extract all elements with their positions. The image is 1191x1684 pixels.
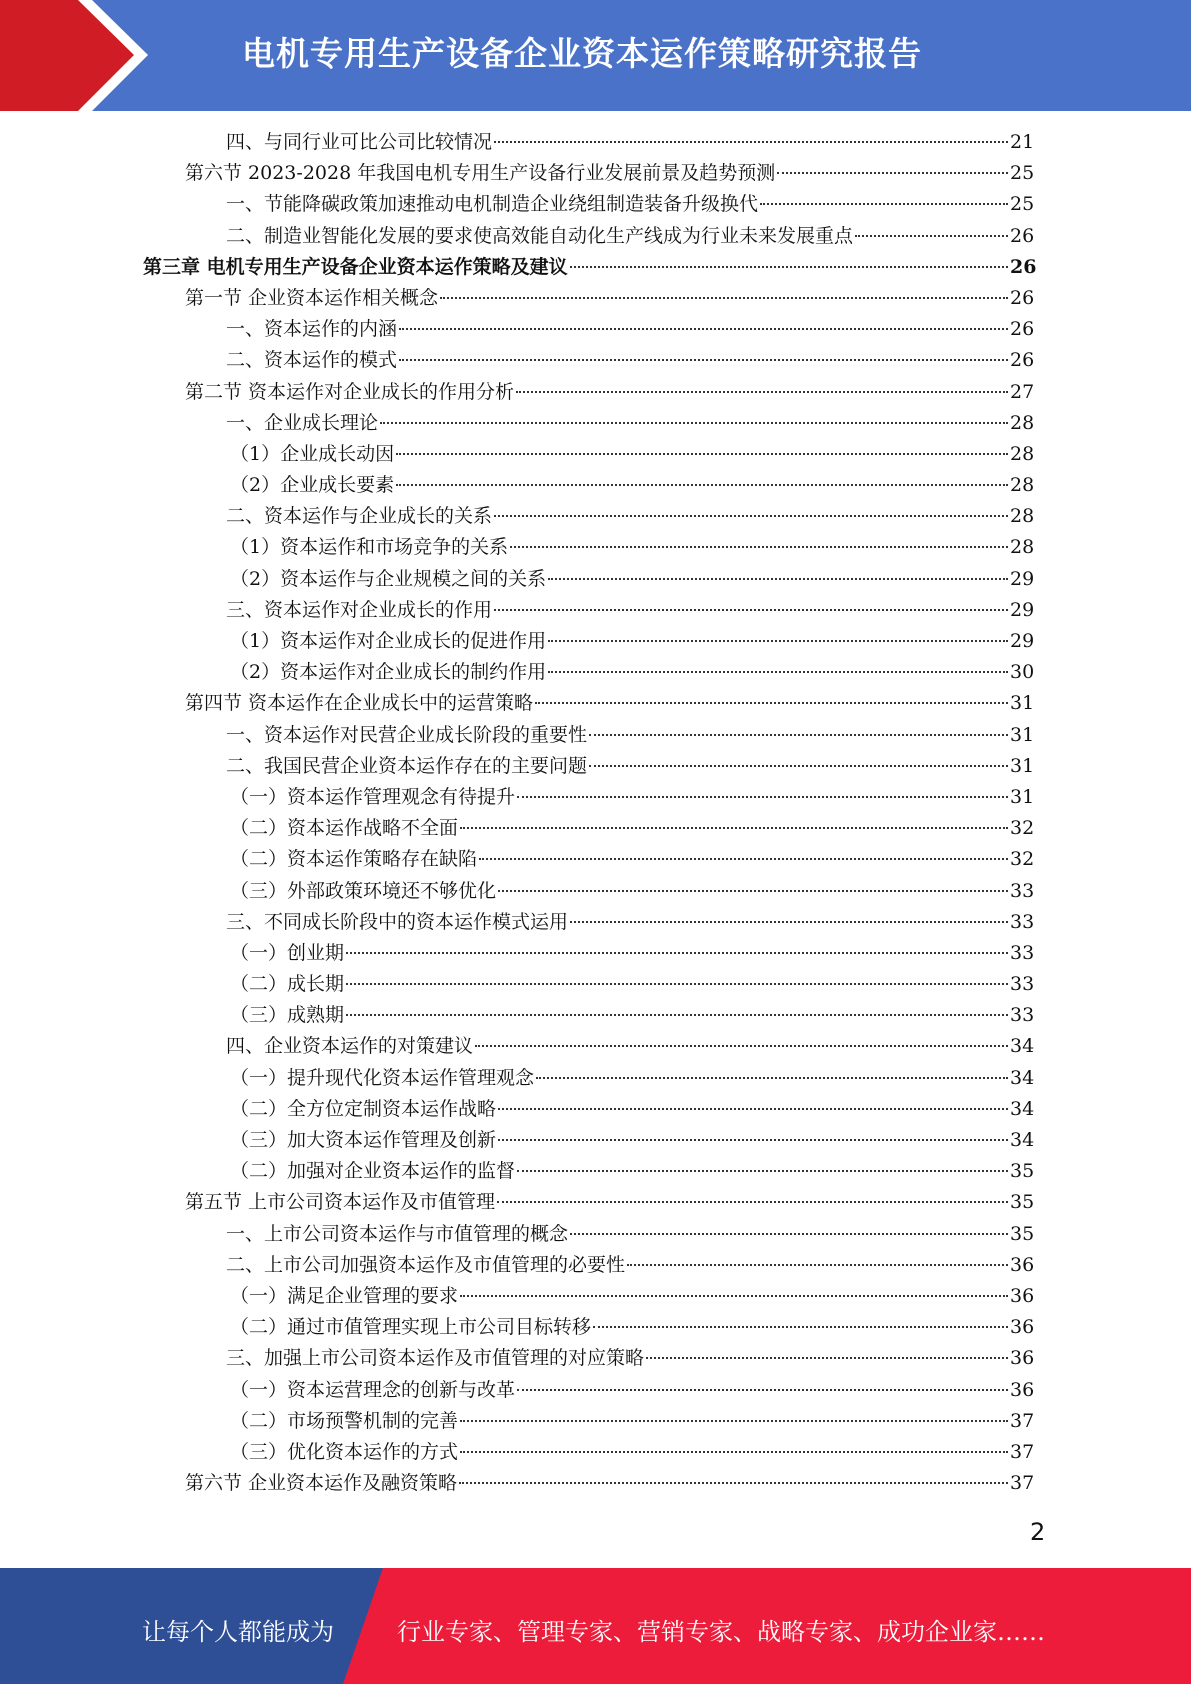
dot-leader — [498, 889, 1008, 892]
toc-entry-page: 28 — [1010, 442, 1035, 465]
dot-leader — [460, 1294, 1008, 1297]
toc-entry-page: 31 — [1010, 692, 1035, 715]
toc-entry-title: （1）企业成长动因 — [230, 442, 395, 465]
toc-entry-title: 二、上市公司加强资本运作及市值管理的必要性 — [226, 1253, 626, 1276]
toc-entry[interactable] — [0, 1187, 1191, 1218]
footer-slogan-right: 行业专家、管理专家、营销专家、战略专家、成功企业家…… — [397, 1618, 1045, 1646]
toc-entry[interactable] — [0, 844, 1191, 875]
toc-entry[interactable] — [0, 1063, 1191, 1094]
dot-leader — [535, 701, 1008, 704]
toc-entry[interactable] — [0, 470, 1191, 501]
toc-entry-title: （1）资本运作对企业成长的促进作用 — [230, 630, 547, 652]
toc-entry[interactable] — [0, 345, 1191, 376]
toc-entry-title: （一）资本运作管理观念有待提升 — [230, 785, 516, 808]
dot-leader — [460, 1419, 1008, 1422]
toc-entry-page: 37 — [1010, 1440, 1035, 1463]
dot-leader — [380, 421, 1008, 424]
dot-leader — [459, 1481, 1008, 1484]
toc-entry-page: 28 — [1010, 505, 1035, 528]
toc-entry-title: （一）满足企业管理的要求 — [230, 1284, 459, 1307]
toc-entry-page: 29 — [1010, 598, 1035, 621]
dot-leader — [346, 1013, 1008, 1016]
toc-entry-title: 第五节 上市公司资本运作及市值管理 — [185, 1191, 496, 1214]
toc-entry[interactable] — [0, 252, 1191, 283]
toc-entry-page: 37 — [1010, 1409, 1035, 1432]
table-of-contents — [0, 127, 1191, 1499]
toc-entry-page: 35 — [1010, 1191, 1035, 1214]
toc-entry-page: 33 — [1010, 910, 1035, 933]
toc-entry-title: （1）资本运作和市场竞争的关系 — [230, 536, 509, 559]
toc-entry-title: （一）资本运营理念的创新与改革 — [230, 1378, 516, 1401]
dot-leader — [760, 202, 1008, 205]
toc-entry-page: 28 — [1010, 474, 1035, 497]
toc-entry-title: （二）加强对企业资本运作的监督 — [230, 1160, 516, 1183]
toc-entry-page: 34 — [1010, 1035, 1035, 1058]
toc-entry[interactable] — [0, 314, 1191, 345]
dot-leader — [589, 764, 1008, 767]
toc-entry-title: 四、与同行业可比公司比较情况 — [226, 131, 493, 153]
dot-leader — [570, 265, 1008, 268]
toc-entry[interactable] — [0, 782, 1191, 813]
dot-leader — [548, 670, 1008, 673]
toc-entry-page: 28 — [1010, 411, 1035, 434]
toc-entry[interactable] — [0, 1156, 1191, 1187]
toc-entry-page: 27 — [1010, 380, 1035, 403]
toc-entry-page: 34 — [1010, 1097, 1035, 1120]
toc-entry-title: （一）提升现代化资本运作管理观念 — [230, 1066, 535, 1089]
toc-entry-title: 一、上市公司资本运作与市值管理的概念 — [226, 1222, 569, 1245]
dot-leader — [346, 951, 1008, 954]
toc-entry[interactable] — [0, 751, 1191, 782]
toc-entry[interactable] — [0, 283, 1191, 314]
dot-leader — [777, 171, 1008, 174]
dot-leader — [399, 358, 1008, 361]
toc-entry-page: 31 — [1010, 785, 1035, 808]
dot-leader — [517, 1388, 1008, 1391]
toc-entry-title: 三、不同成长阶段中的资本运作模式运用 — [226, 910, 569, 933]
toc-entry-page: 36 — [1010, 1347, 1035, 1370]
toc-entry-page: 25 — [1010, 162, 1035, 185]
toc-entry-title: 三、资本运作对企业成长的作用 — [226, 598, 493, 621]
toc-entry[interactable] — [0, 657, 1191, 688]
dot-leader — [460, 826, 1008, 829]
toc-entry[interactable] — [0, 907, 1191, 938]
toc-entry-title: （三）优化资本运作的方式 — [230, 1440, 459, 1463]
toc-entry-page: 29 — [1010, 567, 1035, 590]
dot-leader — [517, 1169, 1008, 1172]
toc-entry-page: 33 — [1010, 973, 1035, 996]
toc-entry[interactable] — [0, 688, 1191, 719]
toc-entry[interactable] — [0, 377, 1191, 408]
toc-entry-page: 26 — [1010, 286, 1035, 309]
dot-leader — [396, 452, 1008, 455]
toc-entry[interactable] — [0, 501, 1191, 532]
toc-entry-page: 21 — [1010, 131, 1035, 153]
toc-entry[interactable] — [0, 1250, 1191, 1281]
dot-leader — [494, 608, 1008, 611]
dot-leader — [593, 1325, 1008, 1328]
toc-entry-page: 26 — [1010, 318, 1035, 341]
toc-entry-page: 26 — [1010, 255, 1037, 278]
toc-entry-page: 33 — [1010, 1004, 1035, 1027]
toc-entry-page: 28 — [1010, 536, 1035, 559]
toc-entry-title: （2）企业成长要素 — [230, 474, 395, 497]
toc-entry[interactable] — [0, 1125, 1191, 1156]
toc-entry-page: 32 — [1010, 848, 1035, 871]
toc-entry-page: 34 — [1010, 1129, 1035, 1151]
toc-entry[interactable] — [0, 1312, 1191, 1343]
toc-entry[interactable] — [0, 1468, 1191, 1499]
toc-entry-title: （2）资本运作与企业规模之间的关系 — [230, 567, 547, 590]
toc-entry-title: （一）创业期 — [230, 941, 345, 964]
toc-entry-title: （二）市场预警机制的完善 — [230, 1409, 459, 1432]
dot-leader — [536, 1076, 1008, 1079]
toc-entry-title: （二）资本运作策略存在缺陷 — [230, 848, 478, 871]
toc-entry-title: 二、资本运作的模式 — [226, 349, 398, 372]
toc-entry-page: 26 — [1010, 349, 1035, 372]
toc-entry[interactable] — [0, 813, 1191, 844]
toc-entry-page: 29 — [1010, 630, 1035, 652]
toc-entry-page: 25 — [1010, 193, 1035, 216]
toc-entry[interactable] — [0, 1281, 1191, 1312]
toc-entry-title: （三）加大资本运作管理及创新 — [230, 1129, 497, 1151]
dot-leader — [460, 1450, 1008, 1453]
dot-leader — [548, 577, 1008, 580]
toc-entry[interactable] — [0, 1031, 1191, 1062]
toc-entry-page: 36 — [1010, 1284, 1035, 1307]
toc-entry-title: 第四节 资本运作在企业成长中的运营策略 — [185, 692, 534, 715]
toc-entry-title: （二）资本运作战略不全面 — [230, 817, 459, 840]
toc-entry[interactable] — [0, 189, 1191, 220]
dot-leader — [396, 483, 1008, 486]
toc-entry[interactable] — [0, 1000, 1191, 1031]
toc-entry[interactable] — [0, 969, 1191, 1000]
toc-entry-page: 35 — [1010, 1222, 1035, 1245]
toc-entry[interactable] — [0, 127, 1191, 158]
arrow-red — [0, 0, 134, 111]
toc-entry[interactable] — [0, 158, 1191, 189]
toc-entry-title: 三、加强上市公司资本运作及市值管理的对应策略 — [226, 1347, 645, 1370]
dot-leader — [498, 1107, 1008, 1110]
toc-entry[interactable] — [0, 532, 1191, 563]
toc-entry-title: 第六节 2023-2028 年我国电机专用生产设备行业发展前景及趋势预测 — [185, 162, 776, 185]
page-number: 2 — [1030, 1518, 1046, 1546]
toc-entry-title: （三）成熟期 — [230, 1004, 345, 1027]
dot-leader — [475, 1044, 1008, 1047]
report-title: 电机专用生产设备企业资本运作策略研究报告 — [242, 34, 922, 73]
toc-entry-page: 34 — [1010, 1066, 1035, 1089]
toc-entry[interactable] — [0, 1406, 1191, 1437]
toc-entry-title: 第三章 电机专用生产设备企业资本运作策略及建议 — [143, 255, 568, 278]
dot-leader — [346, 982, 1008, 985]
dot-leader — [440, 296, 1008, 299]
toc-entry-title: 第六节 企业资本运作及融资策略 — [185, 1472, 458, 1495]
toc-entry-title: 二、资本运作与企业成长的关系 — [226, 505, 493, 528]
toc-entry-title: （二）通过市值管理实现上市公司目标转移 — [230, 1316, 592, 1339]
dot-leader — [627, 1263, 1008, 1266]
toc-entry-page: 31 — [1010, 723, 1035, 746]
dot-leader — [494, 140, 1008, 143]
toc-entry-page: 26 — [1010, 224, 1035, 247]
toc-entry-title: （2）资本运作对企业成长的制约作用 — [230, 661, 547, 684]
dot-leader — [570, 920, 1008, 923]
dot-leader — [497, 1200, 1008, 1203]
dot-leader — [646, 1356, 1008, 1359]
toc-entry-title: （二）全方位定制资本运作战略 — [230, 1097, 497, 1120]
footer-slogan-left: 让每个人都能成为 — [142, 1618, 334, 1646]
toc-entry-title: 第二节 资本运作对企业成长的作用分析 — [185, 380, 515, 403]
toc-entry[interactable] — [0, 1343, 1191, 1374]
dot-leader — [399, 327, 1008, 330]
dot-leader — [510, 545, 1008, 548]
toc-entry-page: 36 — [1010, 1316, 1035, 1339]
toc-entry[interactable] — [0, 938, 1191, 969]
toc-entry-page: 35 — [1010, 1160, 1035, 1183]
page-footer — [0, 1568, 1191, 1684]
dot-leader — [570, 1232, 1008, 1235]
toc-entry-title: 第一节 企业资本运作相关概念 — [185, 286, 439, 309]
toc-entry-page: 33 — [1010, 941, 1035, 964]
toc-entry-page: 30 — [1010, 661, 1035, 684]
toc-entry-page: 36 — [1010, 1253, 1035, 1276]
toc-entry-title: 二、制造业智能化发展的要求使高效能自动化生产线成为行业未来发展重点 — [226, 224, 854, 247]
toc-entry-page: 31 — [1010, 754, 1035, 777]
toc-entry[interactable] — [0, 1375, 1191, 1406]
dot-leader — [494, 514, 1008, 517]
toc-entry-title: 四、企业资本运作的对策建议 — [226, 1035, 474, 1058]
toc-entry-title: 一、资本运作的内涵 — [226, 318, 398, 341]
page-header — [0, 0, 1191, 111]
toc-entry[interactable] — [0, 1437, 1191, 1468]
toc-entry[interactable] — [0, 439, 1191, 470]
dot-leader — [498, 1138, 1008, 1141]
toc-entry-title: 一、资本运作对民营企业成长阶段的重要性 — [226, 723, 588, 746]
toc-entry-page: 37 — [1010, 1472, 1035, 1495]
toc-entry-page: 36 — [1010, 1378, 1035, 1401]
toc-entry[interactable] — [0, 876, 1191, 907]
dot-leader — [516, 390, 1008, 393]
toc-entry[interactable] — [0, 221, 1191, 252]
toc-entry-page: 32 — [1010, 817, 1035, 840]
toc-entry[interactable] — [0, 626, 1191, 657]
toc-entry-title: （二）成长期 — [230, 973, 345, 996]
toc-entry-page: 33 — [1010, 879, 1035, 902]
toc-entry[interactable] — [0, 595, 1191, 626]
toc-entry-title: （三）外部政策环境还不够优化 — [230, 879, 497, 902]
toc-entry[interactable] — [0, 1219, 1191, 1250]
toc-entry-title: 二、我国民营企业资本运作存在的主要问题 — [226, 754, 588, 777]
dot-leader — [517, 795, 1008, 798]
dot-leader — [589, 733, 1008, 736]
toc-entry[interactable] — [0, 564, 1191, 595]
toc-entry[interactable] — [0, 720, 1191, 751]
toc-entry-title: 一、节能降碳政策加速推动电机制造企业绕组制造装备升级换代 — [226, 193, 759, 216]
toc-entry-title: 一、企业成长理论 — [226, 411, 379, 434]
toc-entry[interactable] — [0, 408, 1191, 439]
toc-entry[interactable] — [0, 1094, 1191, 1125]
dot-leader — [548, 639, 1008, 642]
dot-leader — [855, 234, 1008, 237]
dot-leader — [479, 857, 1008, 860]
